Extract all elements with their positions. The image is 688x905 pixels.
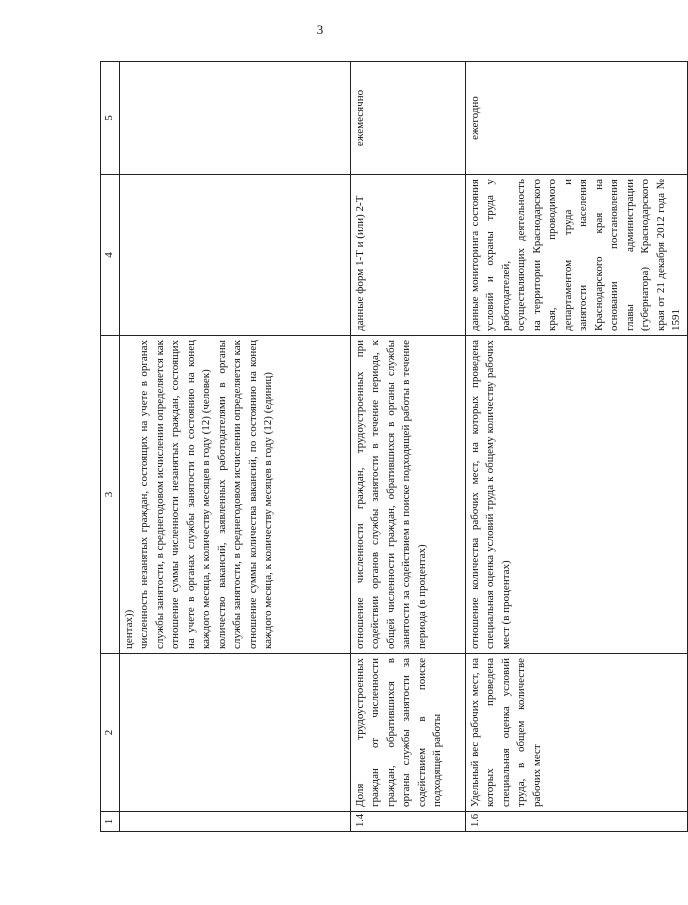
method-text: количество вакансий, заявленных работодателями в органы службы занятости, в среднегодовом исчислении определяется как отношение суммы количества вакансий, по состоянию на конец каждого месяца, к количеству месяцев в году (12) (единиц)	[215, 340, 274, 649]
calculation-method	[465, 336, 687, 654]
method-text: численность незанятых граждан, состоящих на учете в органах службы занятости, в среднегодовом исчислении определяется как отношение суммы численности незанятых граждан, состоящих на учете в органах службы занятости по состоянию на конец каждого месяца, к количеству месяцев в году (12) (человек)	[138, 340, 212, 649]
method-text: центах))	[122, 609, 135, 649]
frequency: ежемесячно	[350, 62, 465, 175]
row-number: 1.4	[350, 812, 465, 832]
calculation-method	[119, 336, 350, 654]
data-source: данные мониторинга состояния условий и охраны труда у работодателей, осуществляющих деятельность на территории Краснодарского края, проводимого департаментом труда и занятости населения Краснодарского края на основании постановления главы администрации (губернатора) Краснодарского края от 21 декабря 2012 года № 1591	[465, 175, 687, 336]
method-text: отношение численности граждан, трудоустроенных при содействии органов службы занятости в течение периода, к общей численности граждан, обратившихся в органы службы занятости за содействием в поиске подходящей работы в течение периода (в процентах)	[353, 340, 428, 649]
col-number-5: 5	[101, 62, 120, 175]
indicator-name	[119, 654, 350, 812]
col-number-2: 2	[101, 654, 120, 812]
table-row	[465, 62, 687, 832]
data-source: данные форм 1-Т и (или) 2-Т	[350, 175, 465, 336]
col-number-3: 3	[101, 336, 120, 654]
table-row	[350, 62, 465, 832]
col-number-1: 1	[101, 812, 120, 832]
indicators-table	[100, 61, 688, 832]
table-row	[119, 62, 350, 832]
calculation-method	[350, 336, 465, 654]
frequency	[119, 62, 350, 175]
frequency: ежегодно	[465, 62, 687, 175]
page-number: 3	[316, 22, 324, 37]
method-text: отношение количества рабочих мест, на которых проведена специальная оценка условий труда к общему количеству рабочих мест (в процентах)	[468, 340, 512, 649]
table-viewport	[100, 62, 682, 832]
row-number	[119, 812, 350, 832]
col-number-4: 4	[101, 175, 120, 336]
indicator-name: Доля трудоустроенных граждан от численности граждан, обратившихся в органы службы занятости за содействием в поиске подходящей работы	[350, 654, 465, 812]
data-source	[119, 175, 350, 336]
indicator-name: Удельный вес рабочих мест, на которых проведена специальная оценка условий труда, в общем количестве рабочих мест	[465, 654, 687, 812]
rotated-table	[100, 62, 682, 832]
row-number: 1.6	[465, 812, 687, 832]
column-number-row	[101, 62, 120, 832]
